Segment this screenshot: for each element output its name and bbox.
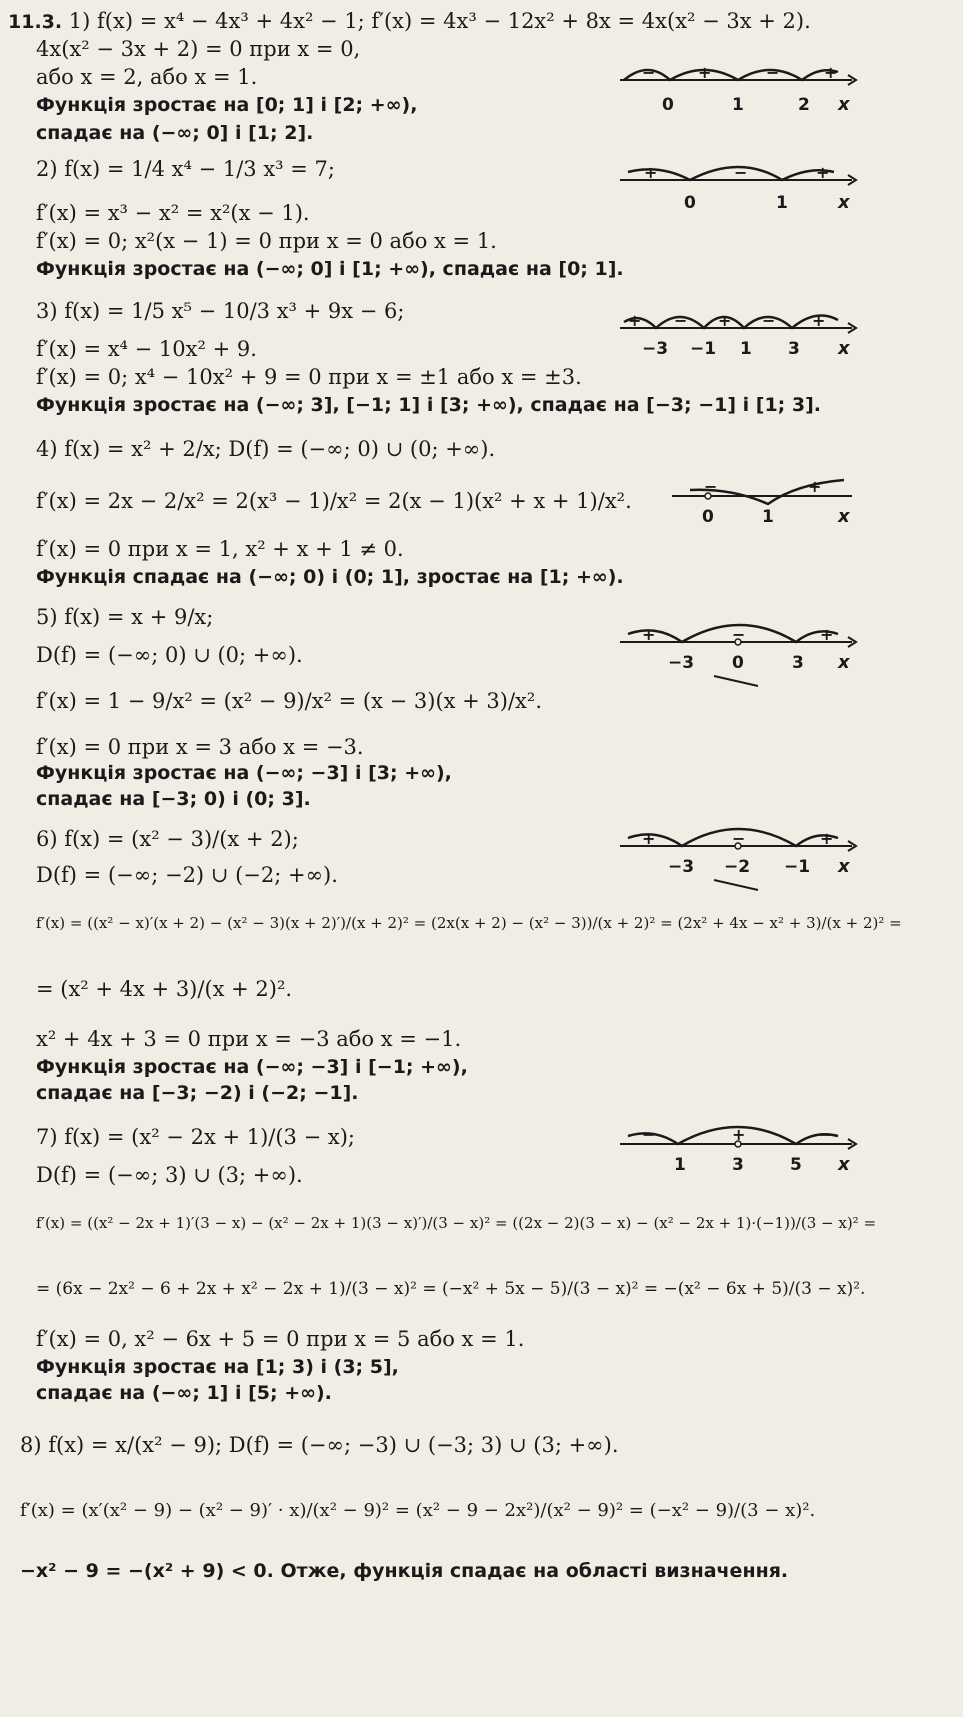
point-4-a: 0 [702,507,714,527]
axis-label-6: x [838,856,850,877]
sign-chart-1 [620,58,860,118]
p7-line2: D(f) = (−∞; 3) ∪ (3; +∞). [36,1163,303,1187]
p8-line1: 8) f(x) = x/(x² − 9); D(f) = (−∞; −3) ∪ (−3; 3) ∪ (3; +∞). [20,1433,619,1457]
axis-label-2: x [838,192,850,213]
sign-6-c: + [820,829,834,848]
p5-line3: f′(x) = 1 − 9/x² = (x² − 9)/x² = (x − 3)(x + 3)/x². [36,689,542,713]
point-6-c: −1 [784,857,811,877]
sign-7-b: + [732,1125,746,1144]
p1-line2: 4x(x² − 3x + 2) = 0 при x = 0, [36,37,361,61]
sign-chart-4 [672,470,862,528]
point-1-a: 0 [662,95,674,115]
p1-line4: Функція зростає на [0; 1] і [2; +∞), [36,94,418,116]
sign-5-a: + [642,625,656,644]
sign-5-c: + [820,625,834,644]
point-2-b: 1 [776,193,788,213]
p2-line1: 2) f(x) = 1/4 x⁴ − 1/3 x³ = 7; [36,157,335,181]
p1-line1: 11.3. 1) f(x) = x⁴ − 4x³ + 4x² − 1; f′(x) = 4x³ − 12x² + 8x = 4x(x² − 3x + 2). [8,9,811,33]
sign-3-e: + [812,311,826,330]
axis-label-1: x [838,94,850,115]
sign-5-b: − [732,625,746,644]
point-7-c: 5 [790,1155,802,1175]
p8-line3: −x² − 9 = −(x² + 9) < 0. Отже, функція спадає на області визначення. [20,1560,789,1582]
p5-line1: 5) f(x) = x + 9/x; [36,605,214,629]
p2-line3: f′(x) = 0; x²(x − 1) = 0 при x = 0 або x = 1. [36,229,497,253]
p5-line4: f′(x) = 0 при x = 3 або x = −3. [36,735,364,759]
axis-label-7: x [838,1154,850,1175]
sign-3-c: + [718,311,732,330]
sign-2-c: + [816,163,830,182]
axis-label-3: x [838,338,850,359]
sign-3-a: + [628,311,642,330]
p3-line3: f′(x) = 0; x⁴ − 10x² + 9 = 0 при x = ±1 або x = ±3. [36,365,582,389]
sign-1-c: − [766,63,780,82]
p6-line2: D(f) = (−∞; −2) ∪ (−2; +∞). [36,863,338,887]
sign-6-b: − [732,829,746,848]
sign-3-d: − [762,311,776,330]
p4-line4: Функція спадає на (−∞; 0) і (0; 1], зростає на [1; +∞). [36,566,624,588]
point-3-b: −1 [690,339,717,359]
sign-6-a: + [642,829,656,848]
axis-label-4: x [838,506,850,527]
sign-1-b: + [698,63,712,82]
point-1-c: 2 [798,95,810,115]
p5-line5: Функція зростає на (−∞; −3] і [3; +∞), [36,762,452,784]
point-6-b: −2 [724,857,751,877]
p7-line7: спадає на (−∞; 1] і [5; +∞). [36,1382,332,1404]
p6-line3: f′(x) = ((x² − x)′(x + 2) − (x² − 3)(x + 2)′)/(x + 2)² = (2x(x + 2) − (x² − 3))/(x + 2)² = (2x² + 4x − x² + 3)/(x + 2)² = [36,914,902,932]
p2-line4: Функція зростає на (−∞; 0] і [1; +∞), спадає на [0; 1]. [36,258,624,280]
sign-7-a: − [642,1125,656,1144]
point-6-a: −3 [668,857,695,877]
sign-2-b: − [734,163,748,182]
sign-chart-2 [620,158,860,214]
p7-line5: f′(x) = 0, x² − 6x + 5 = 0 при x = 5 або x = 1. [36,1327,525,1351]
sign-chart-3 [620,300,860,358]
point-5-b: 0 [732,653,744,673]
sign-chart-7 [620,1118,860,1180]
sign-3-b: − [674,311,688,330]
p6-line6: Функція зростає на (−∞; −3] і [−1; +∞), [36,1056,468,1078]
point-2-a: 0 [684,193,696,213]
point-7-a: 1 [674,1155,686,1175]
point-7-b: 3 [732,1155,744,1175]
p4-line1: 4) f(x) = x² + 2/x; D(f) = (−∞; 0) ∪ (0; +∞). [36,437,496,461]
sign-chart-5 [620,614,860,694]
point-5-c: 3 [792,653,804,673]
p6-line1: 6) f(x) = (x² − 3)/(x + 2); [36,827,299,851]
problem-label: 11.3. [8,11,63,33]
point-5-a: −3 [668,653,695,673]
p2-line2: f′(x) = x³ − x² = x²(x − 1). [36,201,310,225]
p7-line6: Функція зростає на [1; 3) і (3; 5], [36,1356,399,1378]
p3-line2: f′(x) = x⁴ − 10x² + 9. [36,337,257,361]
sign-4-b: + [808,477,822,496]
sign-1-d: + [824,63,838,82]
p7-line4: = (6x − 2x² − 6 + 2x + x² − 2x + 1)/(3 − x)² = (−x² + 5x − 5)/(3 − x)² = −(x² − 6x + 5)/(3 − x)². [36,1279,866,1299]
p6-line5: x² + 4x + 3 = 0 при x = −3 або x = −1. [36,1027,462,1051]
point-3-a: −3 [642,339,669,359]
p3-line4: Функція зростає на (−∞; 3], [−1; 1] і [3; +∞), спадає на [−3; −1] і [1; 3]. [36,394,821,416]
sign-4-a: − [704,477,718,496]
p6-line7: спадає на [−3; −2) і (−2; −1]. [36,1082,359,1104]
point-1-b: 1 [732,95,744,115]
p7-line1: 7) f(x) = (x² − 2x + 1)/(3 − x); [36,1125,355,1149]
p6-line4: = (x² + 4x + 3)/(x + 2)². [36,977,293,1001]
sign-7-c: − [818,1125,832,1144]
p1-line5: спадає на (−∞; 0] і [1; 2]. [36,122,314,144]
p5-line6: спадає на [−3; 0) і (0; 3]. [36,788,311,810]
p4-line2: f′(x) = 2x − 2/x² = 2(x³ − 1)/x² = 2(x − 1)(x² + x + 1)/x². [36,489,632,513]
p8-line2: f′(x) = (x′(x² − 9) − (x² − 9)′ · x)/(x² − 9)² = (x² − 9 − 2x²)/(x² − 9)² = (−x² − 9)/(3 − x)². [20,1500,816,1521]
sign-2-a: + [644,163,658,182]
p5-line2: D(f) = (−∞; 0) ∪ (0; +∞). [36,643,303,667]
point-4-b: 1 [762,507,774,527]
point-3-d: 3 [788,339,800,359]
p7-line3: f′(x) = ((x² − 2x + 1)′(3 − x) − (x² − 2x + 1)(3 − x)′)/(3 − x)² = ((2x − 2)(3 − x) − (x² − 2x + 1)·(−1))/(3 − x)² = [36,1214,877,1232]
sign-chart-6 [620,818,860,898]
p4-line3: f′(x) = 0 при x = 1, x² + x + 1 ≠ 0. [36,537,404,561]
p3-line1: 3) f(x) = 1/5 x⁵ − 10/3 x³ + 9x − 6; [36,299,405,323]
point-3-c: 1 [740,339,752,359]
axis-label-5: x [838,652,850,673]
p1-line3: або x = 2, або x = 1. [36,65,258,89]
sign-1-a: − [642,63,656,82]
